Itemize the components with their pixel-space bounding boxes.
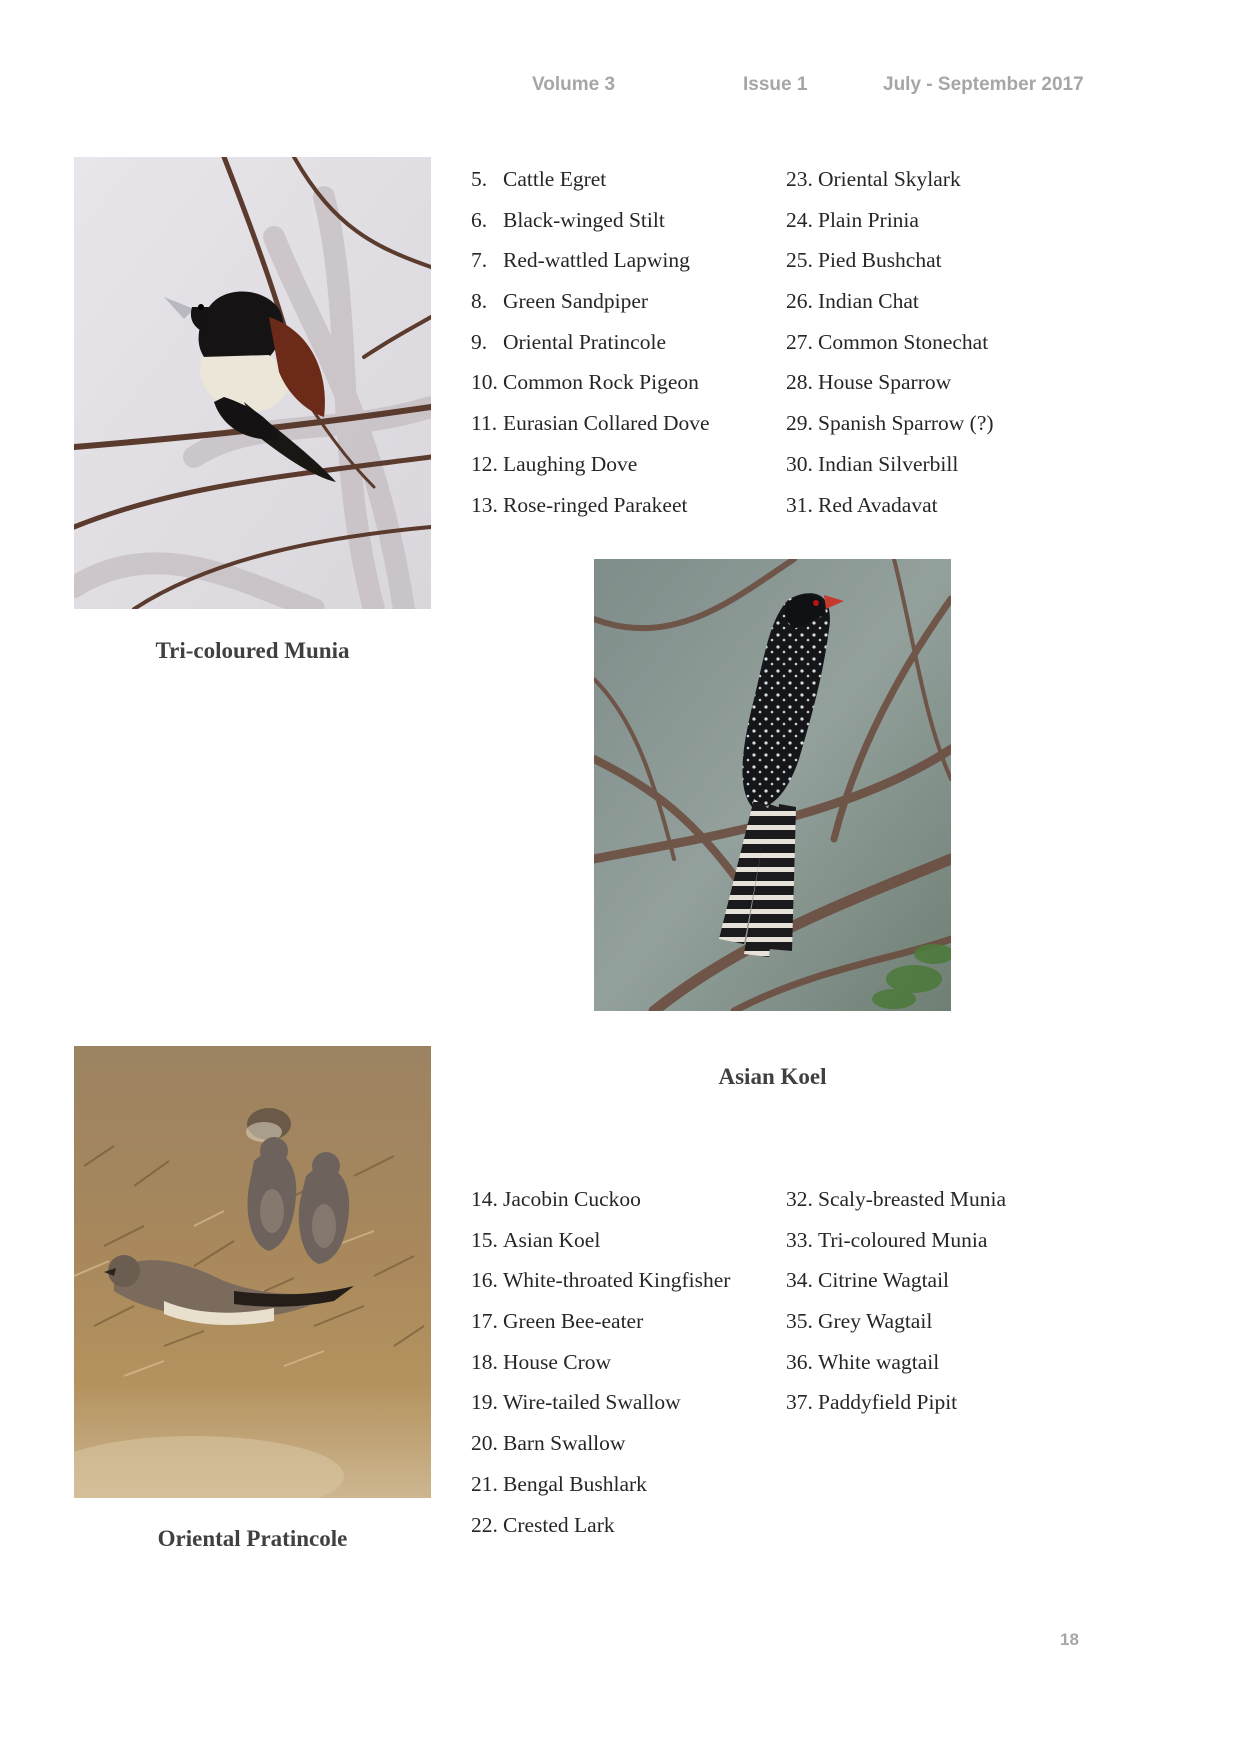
list-item	[786, 1349, 1006, 1390]
item-name: Green Bee-eater	[503, 1309, 644, 1334]
item-number: 29.	[786, 411, 813, 436]
list-item	[471, 1349, 730, 1390]
caption-oriental-pratincole: Oriental Pratincole	[157, 1526, 348, 1551]
species-list-top-left	[471, 166, 710, 532]
item-number: 24.	[786, 207, 813, 232]
list-item	[786, 207, 994, 248]
list-item	[786, 247, 994, 288]
list-item	[786, 1389, 1006, 1430]
item-name: Wire-tailed Swallow	[503, 1390, 681, 1415]
item-number: 6.	[471, 207, 488, 232]
item-number: 32.	[786, 1187, 813, 1211]
item-name: Bengal Bushlark	[503, 1471, 647, 1496]
item-name: House Crow	[503, 1349, 612, 1374]
list-item	[786, 410, 994, 451]
item-name: Pied Bushchat	[818, 248, 942, 273]
list-item	[786, 1267, 1006, 1308]
item-name: Green Sandpiper	[503, 289, 649, 314]
item-number: 13.	[471, 492, 498, 517]
item-number: 34.	[786, 1268, 813, 1293]
item-number: 16.	[471, 1268, 498, 1293]
item-name: Cattle Egret	[503, 167, 607, 191]
item-name: Grey Wagtail	[818, 1309, 933, 1334]
caption-asian-koel: Asian Koel	[718, 1064, 827, 1089]
item-number: 26.	[786, 289, 813, 314]
item-number: 7.	[471, 248, 488, 273]
item-number: 17.	[471, 1309, 498, 1334]
item-name: Oriental Pratincole	[503, 329, 666, 354]
item-name: Jacobin Cuckoo	[503, 1187, 641, 1211]
item-name: Eurasian Collared Dove	[503, 411, 710, 436]
list-item	[786, 288, 994, 329]
item-number: 18.	[471, 1349, 498, 1374]
list-item	[471, 247, 710, 288]
list-item	[471, 1186, 730, 1227]
header-date: July - September 2017	[883, 74, 1084, 95]
item-name: Scaly-breasted Munia	[818, 1187, 1007, 1211]
item-number: 22.	[471, 1512, 498, 1537]
list-item	[786, 329, 994, 370]
page-number: 18	[1060, 1630, 1079, 1649]
list-item	[471, 1267, 730, 1308]
photo-oriental-pratincole	[74, 1046, 431, 1498]
list-item	[471, 288, 710, 329]
item-number: 36.	[786, 1349, 813, 1374]
item-name: Red Avadavat	[818, 492, 938, 517]
list-item	[471, 1430, 730, 1471]
list-item	[471, 329, 710, 370]
list-item	[786, 451, 994, 492]
item-number: 12.	[471, 451, 498, 476]
list-item	[471, 1308, 730, 1349]
item-number: 8.	[471, 289, 488, 314]
list-item	[471, 410, 710, 451]
item-number: 27.	[786, 329, 813, 354]
item-name: Citrine Wagtail	[818, 1268, 950, 1293]
item-number: 33.	[786, 1227, 813, 1252]
list-item	[471, 166, 710, 207]
item-number: 5.	[471, 167, 488, 191]
caption-tricoloured-munia: Tri-coloured Munia	[155, 638, 350, 663]
list-item	[786, 166, 994, 207]
item-name: Indian Chat	[818, 289, 919, 314]
item-number: 30.	[786, 451, 813, 476]
item-number: 11.	[471, 411, 498, 436]
species-list-bottom-left	[471, 1186, 730, 1552]
list-item	[471, 207, 710, 248]
item-number: 10.	[471, 370, 498, 395]
list-item	[471, 492, 710, 533]
list-item	[471, 451, 710, 492]
item-name: Laughing Dove	[503, 451, 638, 476]
item-number: 25.	[786, 248, 813, 273]
item-name: Asian Koel	[503, 1227, 601, 1252]
item-name: Indian Silverbill	[818, 451, 959, 476]
item-name: Tri-coloured Munia	[818, 1227, 988, 1252]
item-name: Barn Swallow	[503, 1431, 626, 1456]
item-number: 37.	[786, 1390, 813, 1415]
list-item	[786, 1227, 1006, 1268]
list-item	[471, 1389, 730, 1430]
item-name: House Sparrow	[818, 370, 952, 395]
list-item	[471, 1471, 730, 1512]
list-item	[786, 1308, 1006, 1349]
item-number: 28.	[786, 370, 813, 395]
item-number: 35.	[786, 1309, 813, 1334]
item-name: White-throated Kingfisher	[503, 1268, 731, 1293]
item-number: 31.	[786, 492, 813, 517]
item-name: Paddyfield Pipit	[818, 1390, 958, 1415]
item-name: Common Rock Pigeon	[503, 370, 699, 395]
item-name: Oriental Skylark	[818, 167, 961, 191]
item-number: 20.	[471, 1431, 498, 1456]
list-item	[471, 369, 710, 410]
item-name: Crested Lark	[503, 1512, 615, 1537]
item-number: 23.	[786, 167, 813, 191]
item-number: 19.	[471, 1390, 498, 1415]
item-number: 9.	[471, 329, 488, 354]
item-name: Spanish Sparrow (?)	[818, 411, 994, 436]
list-item	[786, 1186, 1006, 1227]
item-name: Plain Prinia	[818, 207, 919, 232]
list-item	[786, 492, 994, 533]
list-item	[471, 1512, 730, 1553]
header-issue: Issue 1	[743, 74, 808, 95]
item-number: 21.	[471, 1471, 498, 1496]
item-number: 14.	[471, 1187, 498, 1211]
list-item	[786, 369, 994, 410]
item-name: Black-winged Stilt	[503, 207, 665, 232]
item-number: 15.	[471, 1227, 498, 1252]
photo-asian-koel	[594, 559, 951, 1011]
item-name: Common Stonechat	[818, 329, 989, 354]
header-volume: Volume 3	[532, 74, 616, 95]
species-list-top-right	[786, 166, 994, 532]
species-list-bottom-right	[786, 1186, 1006, 1430]
list-item	[471, 1227, 730, 1268]
item-name: Red-wattled Lapwing	[503, 248, 690, 273]
item-name: Rose-ringed Parakeet	[503, 492, 688, 517]
photo-tricoloured-munia	[74, 157, 431, 609]
item-name: White wagtail	[818, 1349, 940, 1374]
